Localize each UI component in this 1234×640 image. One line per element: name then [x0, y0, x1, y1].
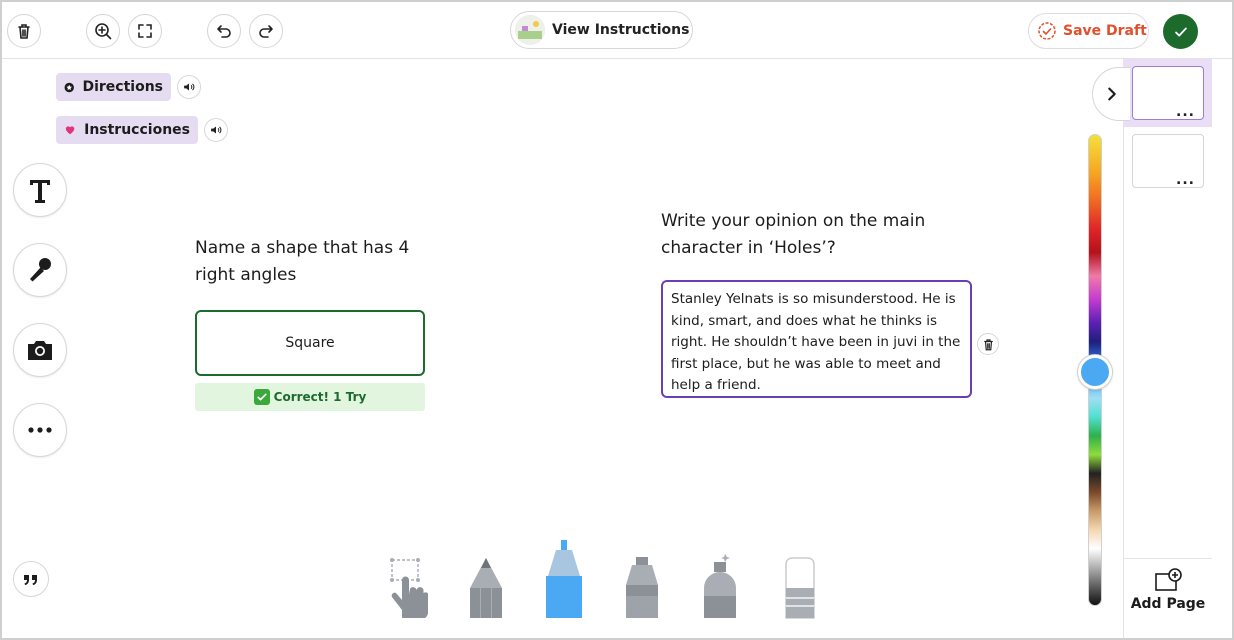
microphone-icon — [25, 255, 55, 285]
directions-audio-button[interactable] — [177, 75, 201, 99]
page-options-dots[interactable]: ... — [1176, 172, 1195, 188]
marker-icon — [544, 540, 584, 620]
question-1-answer-field[interactable]: Square — [195, 310, 425, 376]
add-page-button[interactable] — [1124, 558, 1212, 620]
camera-tool-button[interactable] — [13, 323, 67, 377]
speaker-icon — [209, 123, 223, 137]
question-1-feedback — [195, 383, 425, 411]
more-icon — [25, 415, 55, 445]
microphone-tool-button[interactable] — [13, 243, 67, 297]
trash-icon — [14, 21, 34, 41]
eraser-icon — [780, 540, 820, 620]
instructions-thumbnail — [515, 15, 545, 45]
directions-chip[interactable] — [56, 73, 171, 101]
check-icon — [1172, 23, 1190, 41]
zoom-in-icon — [93, 21, 113, 41]
pencil-icon — [466, 540, 506, 620]
directions-label: Directions — [82, 79, 163, 95]
text-tool-button[interactable] — [13, 163, 67, 217]
view-instructions-label: View Instructions — [552, 22, 690, 38]
question-2-answer-field[interactable]: Stanley Yelnats is so misunderstood. He is kind, smart, and does what he thinks is right. He shouldn’t have been in juvi in the first place, but he was able to meet and help a friend. — [661, 280, 972, 398]
question-2-prompt: Write your opinion on the main character in ‘Holes’? — [661, 211, 926, 258]
quote-button[interactable] — [13, 561, 49, 597]
chevron-right-icon — [1103, 85, 1121, 103]
undo-icon — [214, 21, 234, 41]
fullscreen-button[interactable] — [128, 14, 162, 48]
spray-tool[interactable] — [700, 540, 740, 620]
save-draft-label: Save Draft — [1063, 23, 1147, 39]
page-options-dots[interactable]: ... — [1176, 104, 1195, 120]
hand-select-icon — [388, 540, 428, 620]
zoom-in-button[interactable] — [86, 14, 120, 48]
select-hand-tool[interactable] — [388, 540, 428, 620]
pencil-tool[interactable] — [466, 540, 506, 620]
page-thumbnail-1[interactable] — [1132, 66, 1204, 120]
check-circle-icon — [1037, 21, 1057, 41]
color-slider-thumb[interactable] — [1078, 355, 1112, 389]
instrucciones-audio-button[interactable] — [204, 118, 228, 142]
eraser-tool[interactable] — [780, 540, 820, 620]
submit-button[interactable] — [1163, 14, 1198, 49]
speaker-icon — [182, 80, 196, 94]
highlighter-icon — [622, 540, 662, 620]
quote-icon — [21, 569, 41, 589]
star-icon — [64, 78, 74, 97]
trash-icon — [981, 337, 996, 352]
feedback-text: Correct! 1 Try — [273, 390, 367, 404]
more-tools-button[interactable] — [13, 403, 67, 457]
marker-tool[interactable] — [544, 540, 584, 620]
add-page-icon — [1154, 568, 1182, 592]
redo-icon — [256, 21, 276, 41]
fullscreen-icon — [135, 21, 155, 41]
delete-answer-button[interactable] — [977, 333, 999, 355]
instrucciones-label: Instrucciones — [84, 122, 190, 138]
add-page-label: Add Page — [1130, 595, 1206, 612]
undo-button[interactable] — [207, 14, 241, 48]
highlighter-tool[interactable] — [622, 540, 662, 620]
page-thumbnail-2[interactable] — [1132, 134, 1204, 188]
check-box-icon — [254, 389, 270, 405]
question-1-prompt: Name a shape that has 4 right angles — [195, 238, 410, 285]
camera-icon — [25, 335, 55, 365]
view-instructions-button[interactable] — [510, 11, 693, 49]
save-draft-button[interactable] — [1028, 13, 1149, 49]
redo-button[interactable] — [249, 14, 283, 48]
text-tool-icon — [25, 175, 55, 205]
delete-button[interactable] — [7, 14, 41, 48]
heart-icon — [64, 121, 76, 139]
spray-icon — [700, 540, 740, 620]
instrucciones-chip[interactable] — [56, 116, 198, 144]
